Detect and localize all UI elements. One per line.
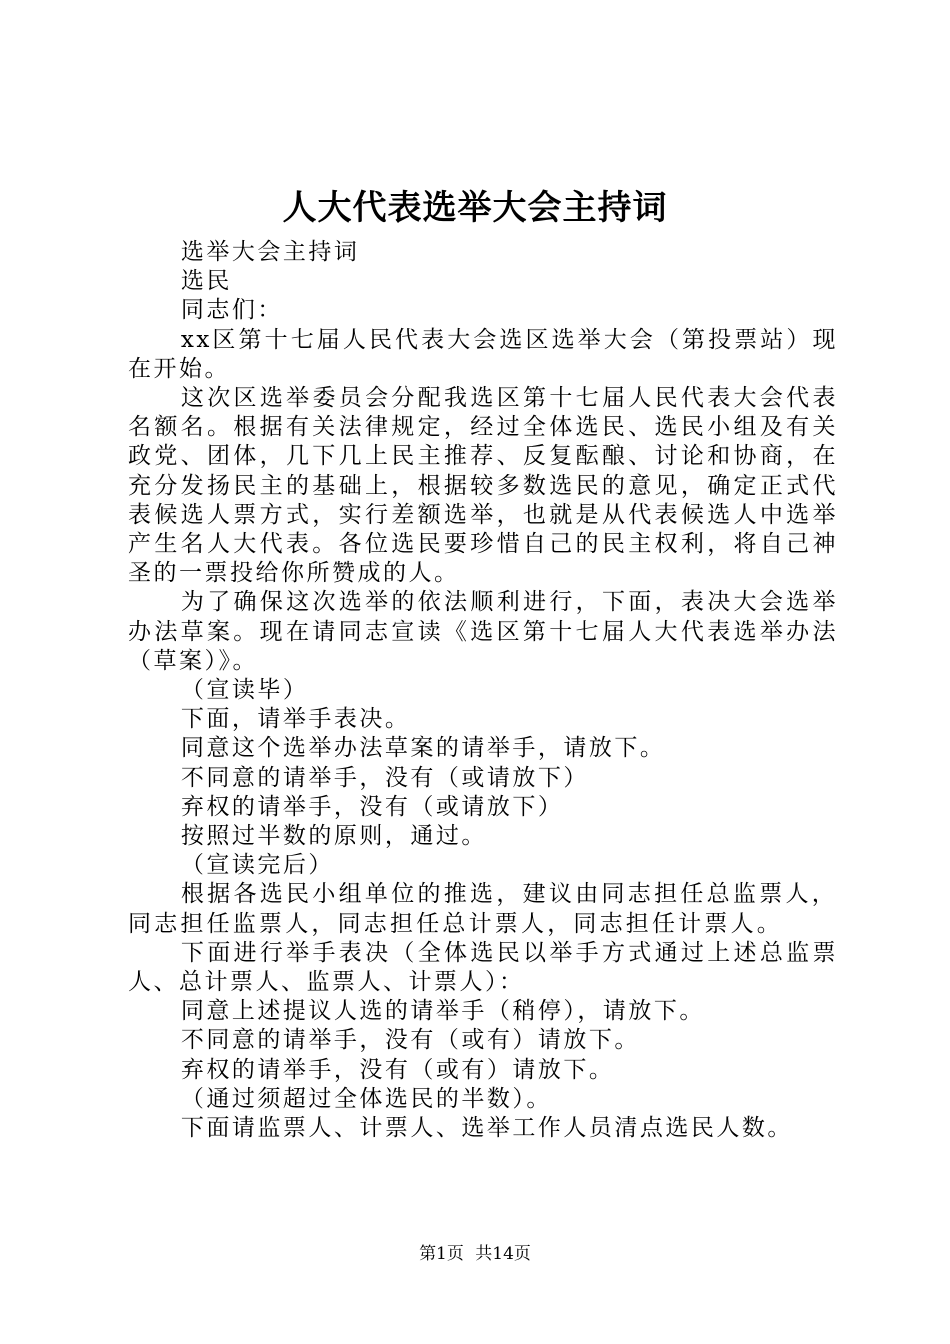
page-number: 第1页 bbox=[419, 1244, 464, 1264]
paragraph-passed: 按照过半数的原则，通过。 bbox=[180, 823, 487, 850]
paragraph-majority-note: （通过须超过全体选民的半数）。 bbox=[180, 1085, 552, 1112]
paragraph-quota: 这次区选举委员会分配我选区第十七届人民代表大会代表名额名。根据有关法律规定，经过全体选民、选民小组及有关政党、团体，几下几上民主推荐、反复酝酿、讨论和协商，在充分发扬民主的基础上，根据较多数选民的意见，确定正式代表候选人票方式，实行差额选举，也就是从代表候选人中选举产生名人大代表。各位选民要珍惜自己的民主权利，将自己神圣的一票投给你所赞成的人。 bbox=[128, 385, 838, 587]
page-total: 共14页 bbox=[475, 1244, 531, 1264]
paragraph-disagree: 不同意的请举手，没有（或请放下） bbox=[180, 764, 589, 791]
paragraph-opening: xx区第十七届人民代表大会选区选举大会（第投票站）现在开始。 bbox=[128, 326, 838, 382]
paragraph-agree-nominees: 同意上述提议人选的请举手（稍停），请放下。 bbox=[180, 998, 705, 1025]
paragraph-voters: 选民 bbox=[180, 268, 232, 295]
paragraph-greeting: 同志们： bbox=[180, 297, 283, 324]
paragraph-abstain: 弃权的请举手，没有（或请放下） bbox=[180, 793, 564, 820]
paragraph-show-of-hands: 下面进行举手表决（全体选民以举手方式通过上述总监票人、总计票人、监票人、计票人）： bbox=[128, 939, 838, 996]
paragraph-nomination: 根据各选民小组单位的推选，建议由同志担任总监票人，同志担任监票人，同志担任总计票人，同志担任计票人。 bbox=[128, 881, 838, 937]
paragraph-count-voters: 下面请监票人、计票人、选举工作人员清点选民人数。 bbox=[180, 1115, 793, 1142]
paragraph-agree: 同意这个选举办法草案的请举手，请放下。 bbox=[180, 735, 666, 762]
paragraph-reading-done: （宣读毕） bbox=[180, 677, 309, 704]
paragraph-disagree-nominees: 不同意的请举手，没有（或有）请放下。 bbox=[180, 1027, 640, 1054]
paragraph-after-reading: （宣读完后） bbox=[180, 852, 334, 879]
paragraph-abstain-nominees: 弃权的请举手，没有（或有）请放下。 bbox=[180, 1056, 615, 1083]
paragraph-draft: 为了确保这次选举的依法顺利进行，下面，表决大会选举办法草案。现在请同志宣读《选区第十七届人大代表选举办法（草案）》。 bbox=[128, 589, 838, 674]
document-title: 人大代表选举大会主持词 bbox=[282, 188, 668, 228]
paragraph-vote-call: 下面，请举手表决。 bbox=[180, 706, 411, 733]
page-footer bbox=[0, 1243, 950, 1265]
paragraph-heading: 选举大会主持词 bbox=[180, 239, 360, 265]
document-body bbox=[128, 238, 838, 1143]
